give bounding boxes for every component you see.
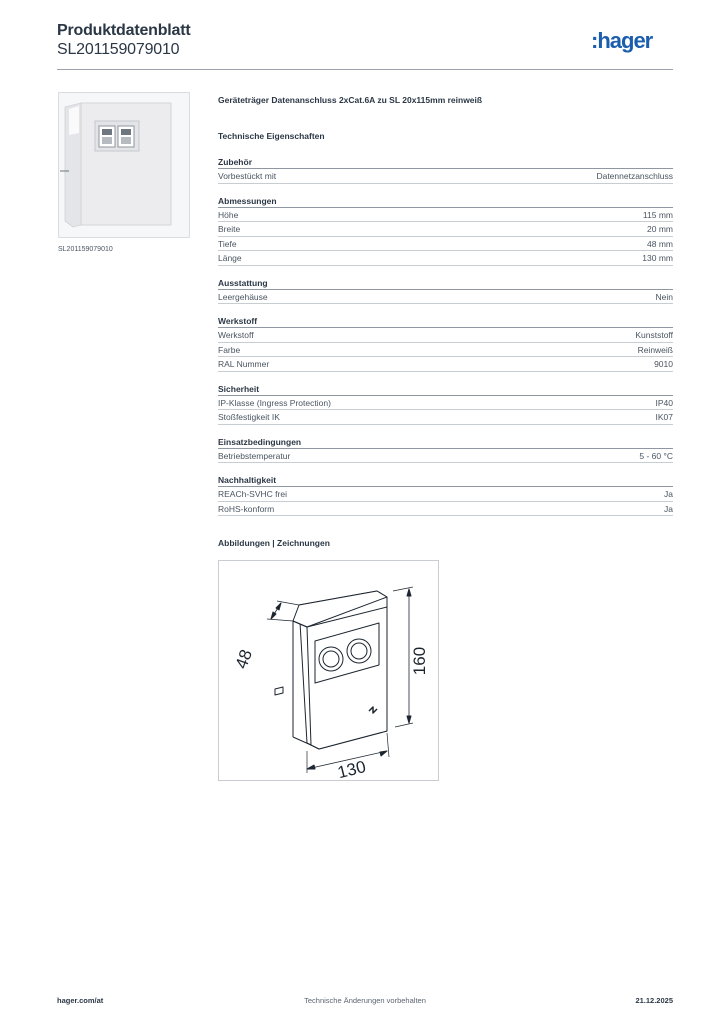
hager-logo-text: :hager: [591, 28, 653, 53]
hager-logo: [591, 28, 673, 54]
product-name: Geräteträger Datenanschluss 2xCat.6A zu SL 20x115mm reinweiß: [218, 95, 483, 105]
property-section: [218, 194, 673, 266]
property-value: Reinweiß: [637, 344, 673, 355]
property-label: Höhe: [218, 209, 239, 220]
property-value: IP40: [655, 397, 673, 408]
dimension-drawing-svg: [219, 561, 438, 780]
drawings-heading: Abbildungen | Zeichnungen: [218, 538, 330, 548]
property-label: Farbe: [218, 344, 241, 355]
property-row: [218, 208, 673, 223]
property-value: Kunststoff: [635, 330, 673, 340]
property-sections: [218, 155, 673, 516]
property-row: [218, 251, 673, 266]
property-label: Breite: [218, 224, 241, 234]
document-title: Produktdatenblatt: [57, 22, 191, 39]
property-row: [218, 502, 673, 517]
property-value: Ja: [664, 489, 673, 499]
product-image: [58, 92, 190, 238]
technical-properties-heading: Technische Eigenschaften: [218, 131, 325, 141]
dimension-depth-label: 48: [231, 646, 256, 672]
footer-notice: Technische Änderungen vorbehalten: [304, 996, 426, 1005]
property-label: Vorbestückt mit: [218, 171, 277, 181]
footer-date: 21.12.2025: [635, 996, 673, 1005]
property-row: [218, 222, 673, 237]
header-divider: [57, 69, 673, 70]
property-row: [218, 396, 673, 411]
section-title: Abmessungen: [218, 194, 673, 208]
product-photo-illustration: [59, 93, 189, 237]
property-value: Datennetzanschluss: [596, 171, 673, 181]
property-value: 48 mm: [647, 238, 673, 249]
property-label: Betriebstemperatur: [218, 450, 291, 461]
property-section: [218, 276, 673, 305]
property-row: [218, 357, 673, 372]
property-row: [218, 237, 673, 252]
property-value: 5 - 60 °C: [639, 450, 673, 461]
dimension-drawing: [218, 560, 439, 781]
section-title: Einsatzbedingungen: [218, 435, 673, 449]
section-title: Sicherheit: [218, 382, 673, 396]
article-number: SL201159079010: [57, 41, 180, 58]
property-label: RAL Nummer: [218, 359, 270, 369]
property-label: RoHS-konform: [218, 503, 275, 514]
dimension-height-label: 160: [410, 646, 429, 676]
property-value: Nein: [655, 291, 673, 302]
property-row: [218, 449, 673, 464]
property-row: [218, 343, 673, 358]
property-section: [218, 473, 673, 516]
property-value: 130 mm: [642, 253, 673, 263]
section-title: Werkstoff: [218, 314, 673, 328]
property-row: [218, 328, 673, 343]
property-section: [218, 155, 673, 184]
property-label: Tiefe: [218, 238, 237, 249]
property-label: REACh-SVHC frei: [218, 489, 287, 499]
property-row: [218, 169, 673, 184]
page-footer: [57, 996, 673, 1010]
property-value: 20 mm: [647, 224, 673, 234]
property-value: Ja: [664, 503, 673, 514]
section-title: Ausstattung: [218, 276, 673, 290]
property-row: [218, 487, 673, 502]
footer-website: hager.com/at: [57, 996, 104, 1005]
property-section: [218, 435, 673, 464]
property-value: 9010: [654, 359, 673, 369]
dimension-length-label: 130: [335, 757, 368, 780]
property-row: [218, 410, 673, 425]
property-label: Stoßfestigkeit IK: [218, 412, 280, 422]
property-label: Länge: [218, 253, 242, 263]
property-value: IK07: [655, 412, 673, 422]
property-section: [218, 382, 673, 425]
property-value: 115 mm: [642, 209, 673, 220]
property-label: Werkstoff: [218, 330, 254, 340]
section-title: Zubehör: [218, 155, 673, 169]
product-image-caption: SL201159079010: [58, 246, 113, 253]
property-label: IP-Klasse (Ingress Protection): [218, 397, 331, 408]
section-title: Nachhaltigkeit: [218, 473, 673, 487]
property-label: Leergehäuse: [218, 291, 268, 302]
property-section: [218, 314, 673, 372]
property-row: [218, 290, 673, 305]
page-header: [57, 22, 673, 70]
datasheet-content: [218, 95, 673, 552]
